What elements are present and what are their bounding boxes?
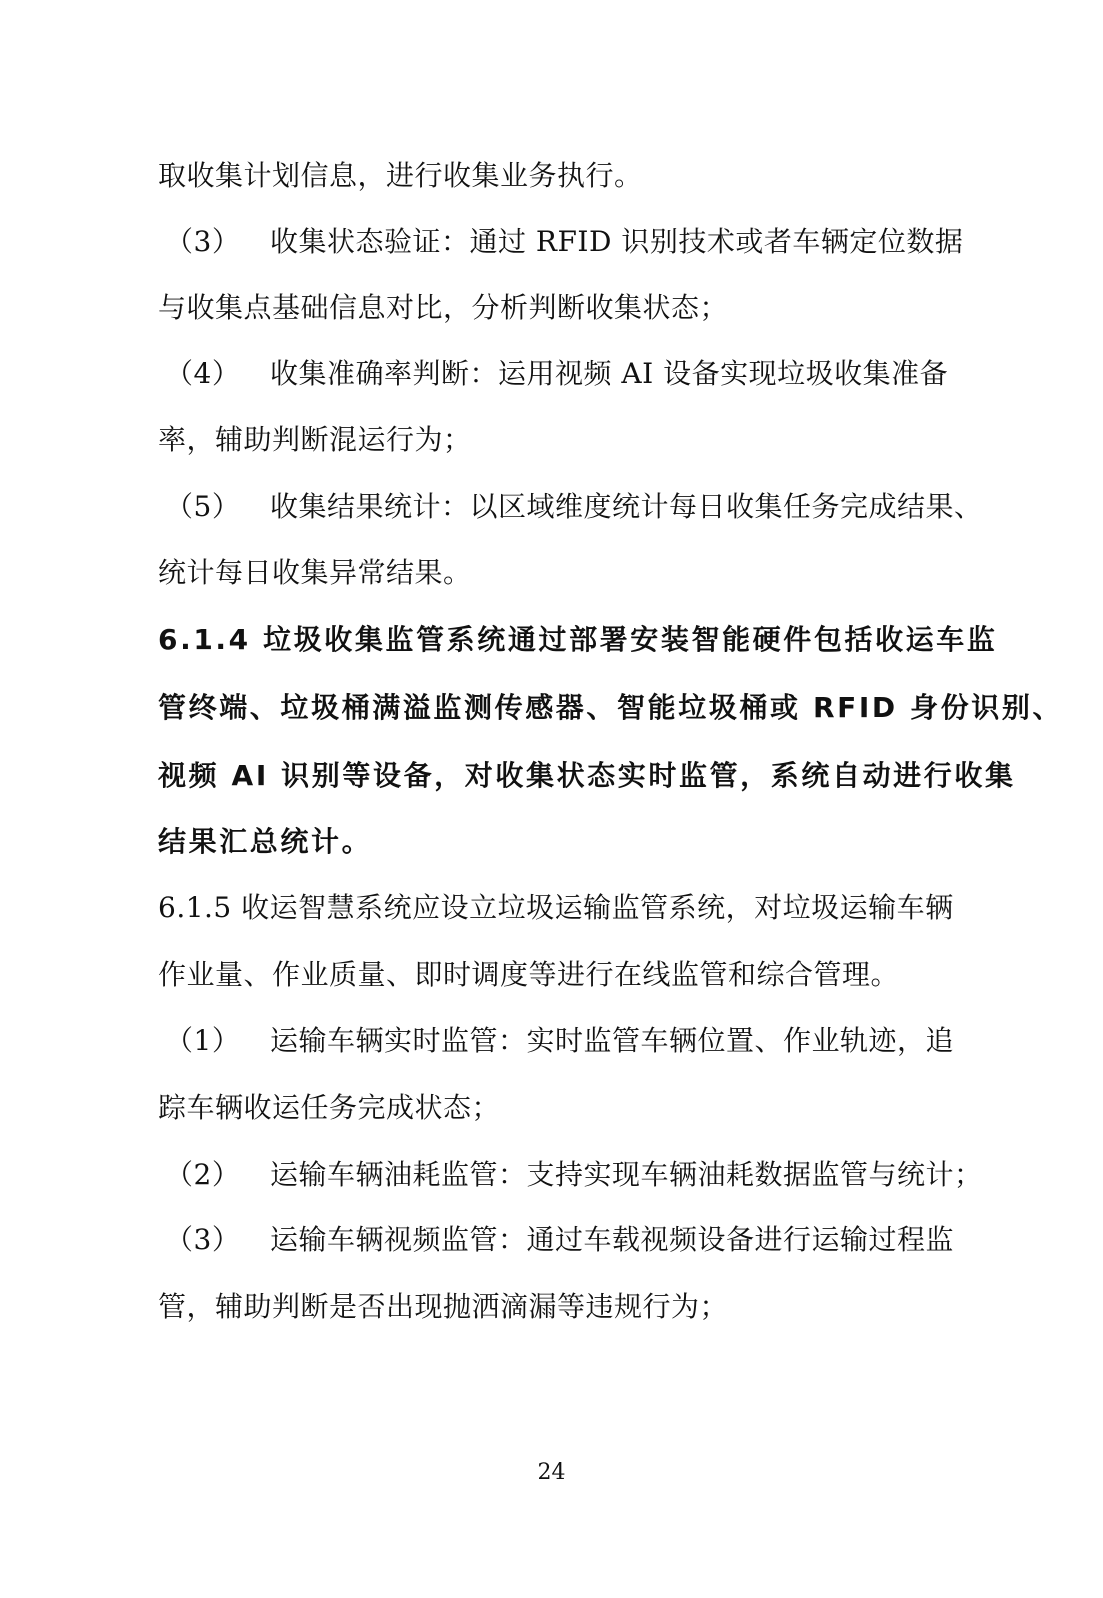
body-line bbox=[158, 1287, 958, 1327]
list-item-number: （2） bbox=[165, 1158, 241, 1191]
line-text: 踪车辆收运任务完成状态； bbox=[158, 1091, 501, 1124]
line-text: 管终端、垃圾桶满溢监测传感器、智能垃圾桶或 RFID 身份识别、 bbox=[158, 691, 1064, 724]
clause-heading-line bbox=[158, 620, 998, 660]
line-text: 取收集计划信息，进行收集业务执行。 bbox=[158, 159, 643, 192]
body-line bbox=[158, 553, 958, 593]
line-text: 运输车辆视频监管：通过车载视频设备进行运输过程监 bbox=[270, 1223, 955, 1256]
list-item-number: （4） bbox=[165, 357, 241, 390]
list-item-number: （3） bbox=[165, 225, 241, 258]
line-text: 收集结果统计：以区域维度统计每日收集任务完成结果、 bbox=[270, 490, 983, 523]
list-item bbox=[165, 1155, 983, 1195]
list-item bbox=[165, 354, 965, 394]
list-item bbox=[165, 222, 965, 262]
clause-body-line bbox=[158, 756, 1016, 796]
body-line bbox=[158, 288, 958, 328]
body-line bbox=[158, 156, 958, 196]
line-text: 率，辅助判断混运行为； bbox=[158, 423, 472, 456]
body-line bbox=[158, 955, 958, 995]
line-text: 统计每日收集异常结果。 bbox=[158, 556, 472, 589]
list-item bbox=[165, 487, 983, 527]
body-line bbox=[158, 420, 958, 460]
line-text: 视频 AI 识别等设备，对收集状态实时监管，系统自动进行收集 bbox=[158, 759, 1016, 792]
list-item-number: （3） bbox=[165, 1223, 241, 1256]
line-text: 运输车辆实时监管：实时监管车辆位置、作业轨迹，追 bbox=[270, 1024, 955, 1057]
line-text: 运输车辆油耗监管：支持实现车辆油耗数据监管与统计； bbox=[270, 1158, 983, 1191]
line-text: 6.1.5 收运智慧系统应设立垃圾运输监管系统，对垃圾运输车辆 bbox=[158, 891, 954, 924]
line-text: 收集状态验证：通过 RFID 识别技术或者车辆定位数据 bbox=[270, 225, 964, 258]
list-item bbox=[165, 1021, 965, 1061]
page-number: 24 bbox=[537, 1460, 566, 1485]
line-text: 收集准确率判断：运用视频 AI 设备实现垃圾收集准备 bbox=[270, 357, 949, 390]
list-item-number: （5） bbox=[165, 490, 241, 523]
line-text: 6.1.4 垃圾收集监管系统通过部署安装智能硬件包括收运车监 bbox=[158, 623, 998, 656]
body-line bbox=[158, 1088, 958, 1128]
clause-body-line bbox=[158, 688, 1064, 728]
list-item bbox=[165, 1220, 965, 1260]
clause-body-line bbox=[158, 822, 958, 862]
clause-heading-line bbox=[158, 888, 958, 928]
list-item-number: （1） bbox=[165, 1024, 241, 1057]
line-text: 作业量、作业质量、即时调度等进行在线监管和综合管理。 bbox=[158, 958, 900, 991]
line-text: 结果汇总统计。 bbox=[158, 825, 373, 858]
line-text: 与收集点基础信息对比，分析判断收集状态； bbox=[158, 291, 729, 324]
line-text: 管，辅助判断是否出现抛洒滴漏等违规行为； bbox=[158, 1290, 729, 1323]
